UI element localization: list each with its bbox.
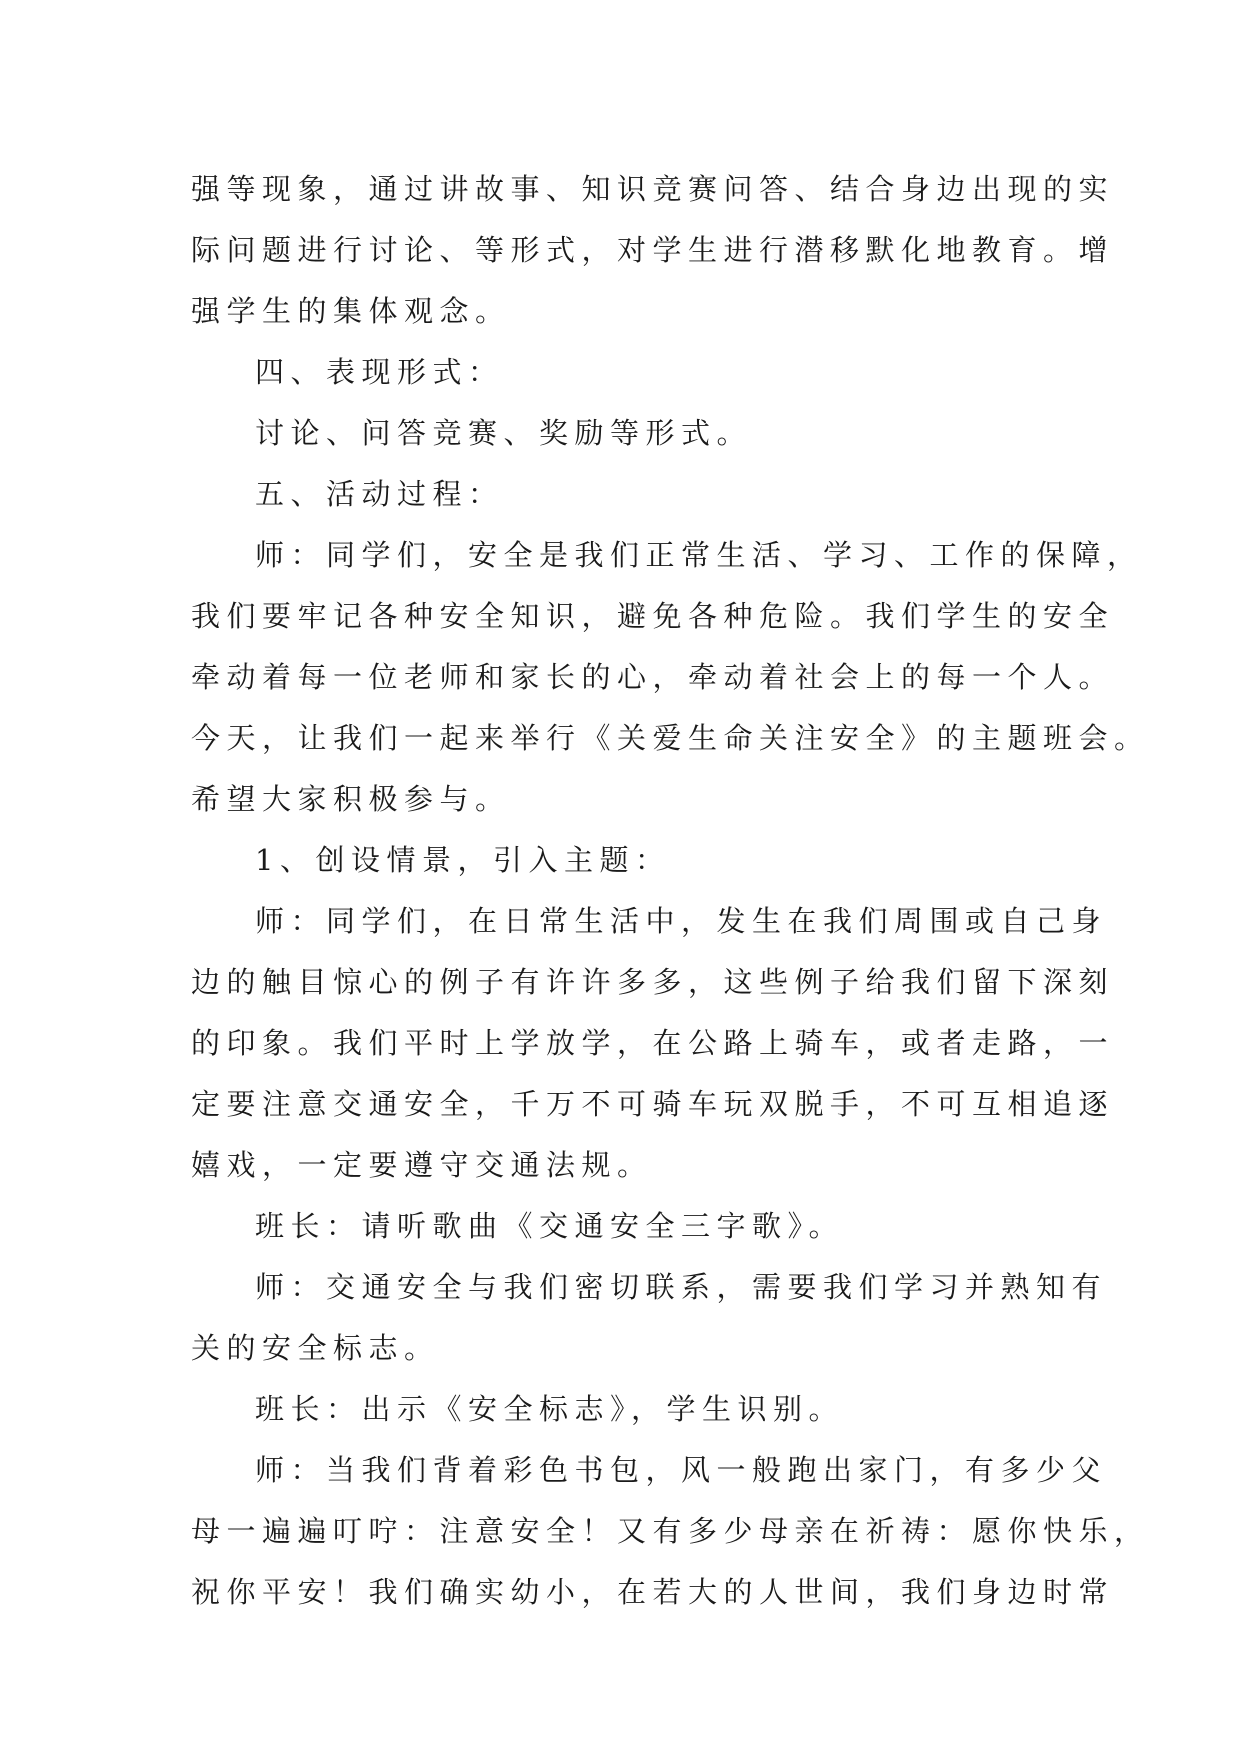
text-line: 嬉戏，一定要遵守交通法规。 bbox=[191, 1148, 653, 1182]
text-line: 师：同学们，安全是我们正常生活、学习、工作的保障， bbox=[255, 538, 1143, 572]
text-line: 强学生的集体观念。 bbox=[191, 294, 511, 328]
text-line: 际问题进行讨论、等形式，对学生进行潜移默化地教育。增 bbox=[191, 233, 1115, 267]
text-line: 母一遍遍叮咛：注意安全！又有多少母亲在祈祷：愿你快乐， bbox=[191, 1514, 1150, 1548]
text-line: 讨论、问答竞赛、奖励等形式。 bbox=[255, 416, 753, 450]
text-line: 班长：请听歌曲《交通安全三字歌》。 bbox=[255, 1209, 845, 1243]
text-line: 定要注意交通安全，千万不可骑车玩双脱手，不可互相追逐 bbox=[191, 1087, 1115, 1121]
document-body bbox=[191, 159, 1150, 1623]
text-line: 师：当我们背着彩色书包，风一般跑出家门，有多少父 bbox=[255, 1453, 1108, 1487]
text-line: 边的触目惊心的例子有许许多多，这些例子给我们留下深刻 bbox=[191, 965, 1115, 999]
section-heading: 五、活动过程： bbox=[255, 477, 504, 511]
text-line: 我们要牢记各种安全知识，避免各种危险。我们学生的安全 bbox=[191, 599, 1115, 633]
text-line: 班长：出示《安全标志》，学生识别。 bbox=[255, 1392, 845, 1426]
text-line: 牵动着每一位老师和家长的心，牵动着社会上的每一个人。 bbox=[191, 660, 1115, 694]
text-line: 的印象。我们平时上学放学，在公路上骑车，或者走路，一 bbox=[191, 1026, 1115, 1060]
text-line: 师：同学们，在日常生活中，发生在我们周围或自己身 bbox=[255, 904, 1108, 938]
text-line: 祝你平安！我们确实幼小，在若大的人世间，我们身边时常 bbox=[191, 1575, 1115, 1609]
text-line: 关的安全标志。 bbox=[191, 1331, 440, 1365]
subsection-heading: 1、创设情景，引入主题： bbox=[255, 843, 671, 877]
text-line: 师：交通安全与我们密切联系，需要我们学习并熟知有 bbox=[255, 1270, 1108, 1304]
text-line: 希望大家积极参与。 bbox=[191, 782, 511, 816]
section-heading: 四、表现形式： bbox=[255, 355, 504, 389]
text-line: 强等现象，通过讲故事、知识竞赛问答、结合身边出现的实 bbox=[191, 172, 1115, 206]
text-line: 今天，让我们一起来举行《关爱生命关注安全》的主题班会。 bbox=[191, 721, 1150, 755]
